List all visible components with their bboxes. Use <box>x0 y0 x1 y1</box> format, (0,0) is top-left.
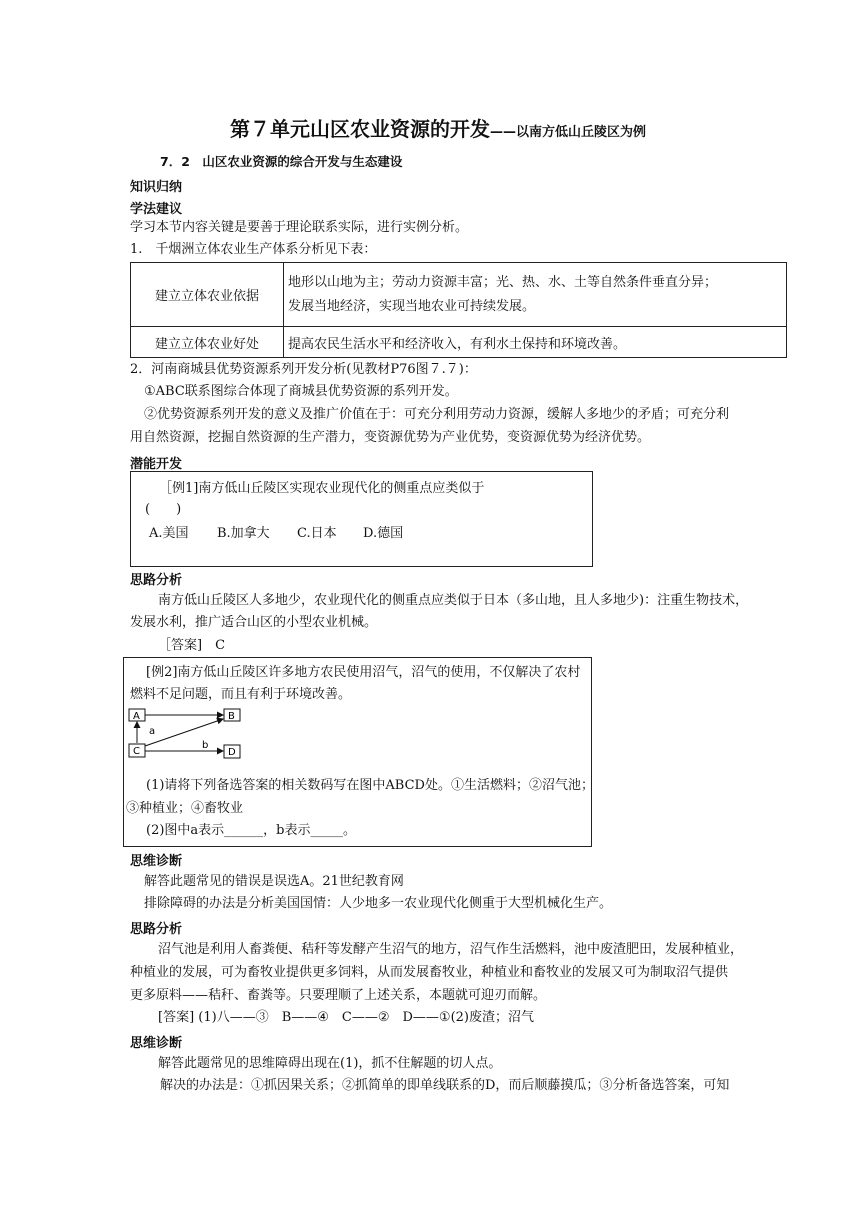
section-heading: 7．2 山区农业资源的综合开发与生态建设 <box>160 154 403 169</box>
heading-analysis-1: 思路分析 <box>130 573 183 588</box>
item2-title: 2．河南商城县优势资源系列开发分析(见教材P76图７.７)： <box>130 362 477 377</box>
heading-knowledge: 知识归纳 <box>130 180 183 195</box>
edge-label-b: b <box>202 740 209 751</box>
table-row <box>131 327 787 358</box>
example2-q2: (2)图中a表示______，b表示_____。 <box>146 823 356 838</box>
node-d: D <box>228 747 236 758</box>
table-cell-line: 提高农民生活水平和经济收入，有利水土保持和环境改善。 <box>288 336 627 352</box>
option-b[interactable]: B.加拿大 <box>217 526 270 541</box>
title-subtitle: ——以南方低山丘陵区为例 <box>490 125 647 140</box>
example2-q1-cont: ③种植业；④畜牧业 <box>126 801 244 816</box>
table-row <box>131 263 787 327</box>
diagnosis1-line1: 解答此题常见的错误是误选A。21世纪教育网 <box>144 874 404 889</box>
example2-box <box>123 657 592 847</box>
example1-stem: ［例1]南方低山丘陵区实现农业现代化的侧重点应类似于 <box>159 481 485 496</box>
analysis2-answer: [答案] (1)八——③ B——④ C——② D——①(2)废渣；沼气 <box>158 1010 534 1025</box>
heading-analysis-2: 思路分析 <box>130 922 183 937</box>
edge-label-a: a <box>149 726 156 737</box>
analysis1-line2: 发展水利，推广适合山区的小型农业机械。 <box>130 615 378 630</box>
table-row-label: 建立立体农业好处 <box>131 327 284 358</box>
analysis2-line3: 更多原料——秸秆、畜粪等。只要理顺了上述关系，本题就可迎刃而解。 <box>130 988 547 1003</box>
table-cell <box>284 263 787 327</box>
diagnosis1-line2: 排除障碍的办法是分析美国国情：人少地多一农业现代化侧重于大型机械化生产。 <box>144 896 613 911</box>
node-a: A <box>133 711 140 722</box>
table-cell <box>284 327 787 358</box>
title-main: 第７单元山区农业资源的开发 <box>230 117 490 141</box>
heading-potential: 潜能开发 <box>130 457 183 472</box>
item2-point1: ①ABC联系图综合体现了商城县优势资源的系列开发。 <box>144 384 458 399</box>
example2-q1: (1)请将下列备选答案的相关数码写在图中ABCD处。①生活燃料；②沼气池； <box>146 778 594 793</box>
diagnosis2-line2: 解决的办法是：①抓因果关系；②抓简单的即单线联系的D，而后顺藤摸瓜；③分析备选答案，可知 <box>160 1078 730 1093</box>
example2-line2: 燃料不足问题，而且有利于环境改善。 <box>130 687 352 702</box>
analysis2-line2: 种植业的发展，可为畜牧业提供更多饲料，从而发展畜牧业，种植业和畜牧业的发展又可为制取沼气提供 <box>130 965 729 980</box>
item2-point2: ②优势资源系列开发的意义及推广价值在于：可充分利用劳动力资源，缓解人多地少的矛盾；可充分利 <box>144 407 730 422</box>
diagnosis2-line1: 解答此题常见的思维障碍出现在(1)，抓不住解题的切人点。 <box>158 1056 502 1071</box>
heading-method: 学法建议 <box>130 202 183 217</box>
heading-diagnosis-1: 思维诊断 <box>130 854 183 869</box>
analysis1-line1: 南方低山丘陵区人多地少，农业现代化的侧重点应类似于日本（多山地，且人多地少)：注重生物技术， <box>158 593 749 608</box>
example1-box <box>130 471 593 567</box>
arrow-c-to-b <box>145 719 223 746</box>
item2-point2-cont: 用自然资源，挖掘自然资源的生产潜力，变资源优势为产业优势，变资源优势为经济优势。 <box>130 430 651 445</box>
example1-paren: ( ) <box>145 502 182 517</box>
flow-diagram <box>128 706 244 764</box>
table-row-label: 建立立体农业依据 <box>131 263 284 327</box>
heading-diagnosis-2: 思维诊断 <box>130 1036 183 1051</box>
analysis2-line1: 沼气池是利用人畜粪便、秸秆等发酵产生沼气的地方，沼气作生活燃料，池中废渣肥田，发展种植业， <box>158 942 744 957</box>
table-cell-line: 发展当地经济，实现当地农业可持续发展。 <box>288 298 536 314</box>
node-b: B <box>228 711 235 722</box>
option-a[interactable]: A.美国 <box>149 526 189 541</box>
document-title <box>230 113 646 142</box>
agriculture-table <box>130 262 787 358</box>
method-text: 学习本节内容关键是要善于理论联系实际，进行实例分析。 <box>130 220 469 235</box>
node-c: C <box>133 746 140 757</box>
table-cell-line: 地形以山地为主；劳动力资源丰富；光、热、水、土等自然条件垂直分异； <box>288 274 718 290</box>
option-d[interactable]: D.德国 <box>363 526 404 541</box>
option-c[interactable]: C.日本 <box>297 526 337 541</box>
item1-title: 1. 千烟洲立体农业生产体系分析见下表： <box>130 242 377 257</box>
example2-line1: [例2]南方低山丘陵区许多地方农民使用沼气，沼气的使用，不仅解决了农村 <box>146 665 581 680</box>
analysis1-answer: ［答案] C <box>158 638 226 653</box>
